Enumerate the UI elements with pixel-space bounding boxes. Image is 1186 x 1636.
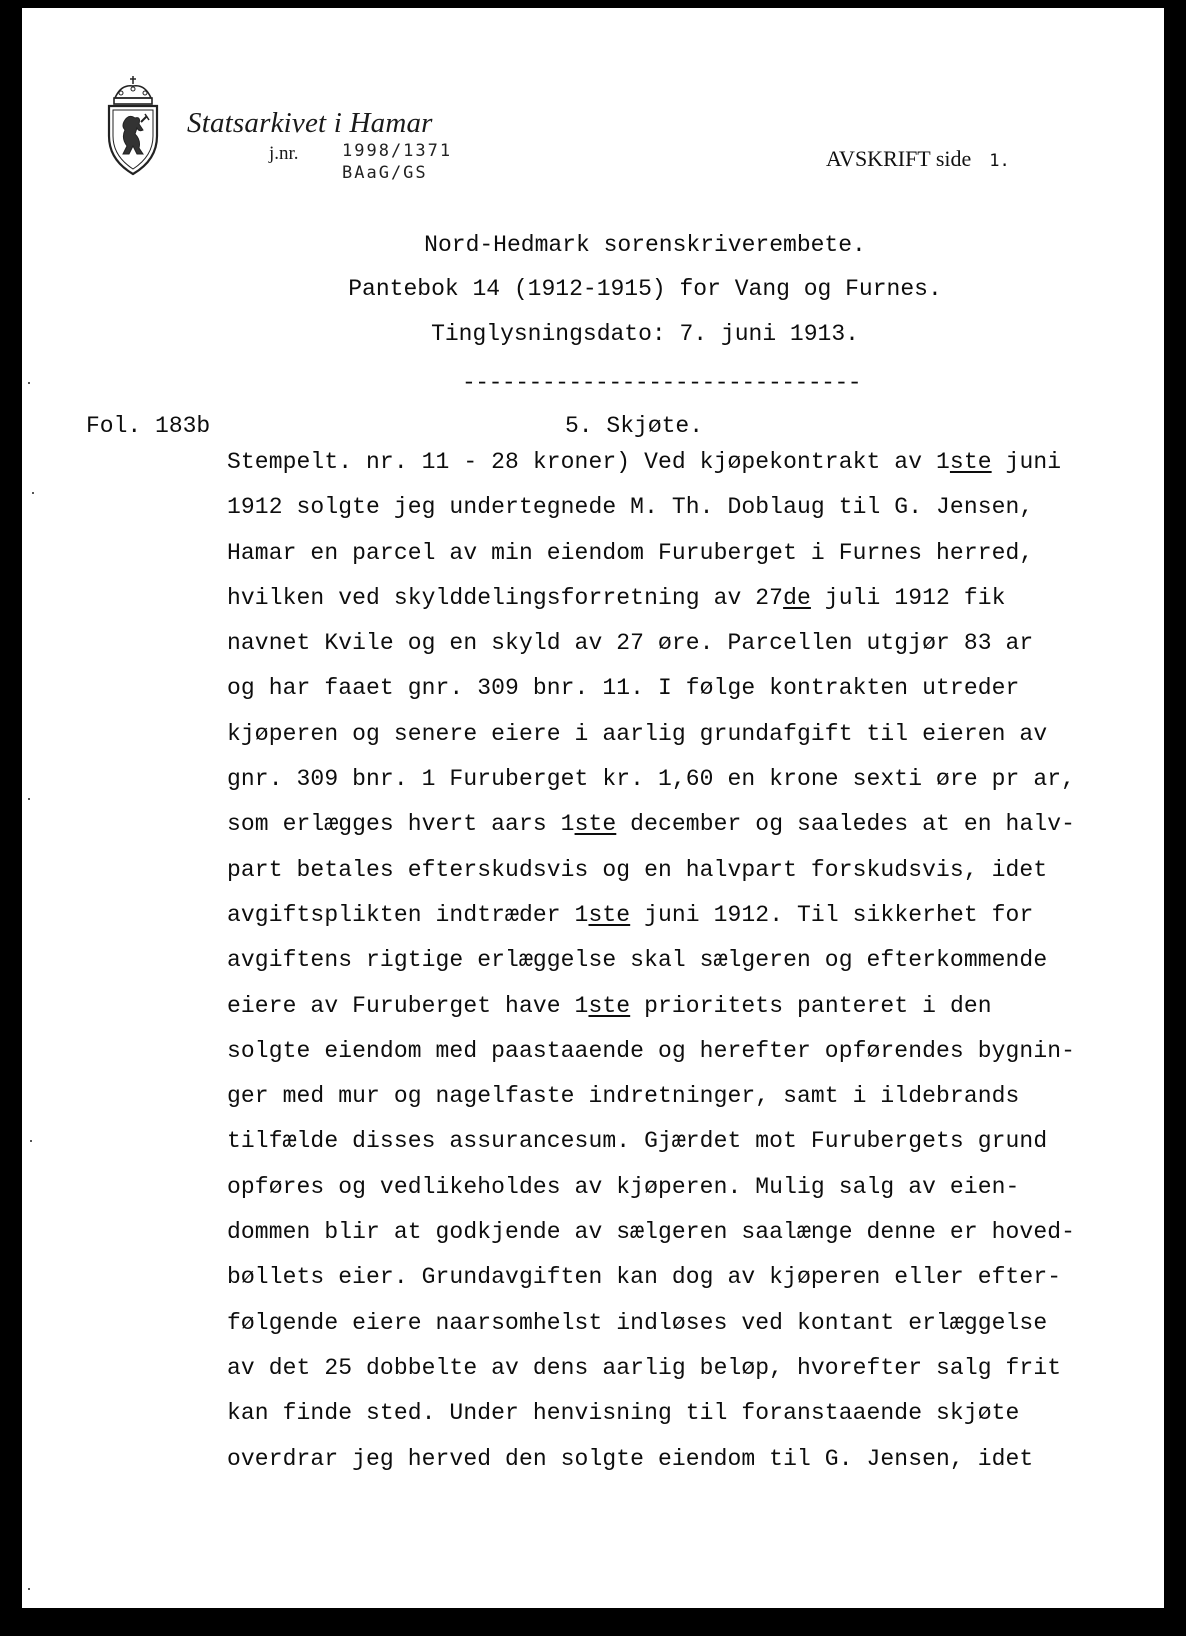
text-segment: eiere av Furuberget have 1 xyxy=(227,992,589,1019)
text-segment: solgte eiendom med paastaaende og herefter opførendes bygnin- xyxy=(227,1037,1076,1064)
underlined-suffix: de xyxy=(783,584,811,611)
text-segment: kjøperen og senere eiere i aarlig grundafgift til eieren av xyxy=(227,720,1048,747)
margin-mark xyxy=(28,382,30,384)
text-line xyxy=(227,893,1057,938)
document-page xyxy=(22,8,1164,1608)
journal-number-label: j.nr. xyxy=(269,143,299,164)
text-line xyxy=(227,485,1057,530)
text-line xyxy=(227,1391,1057,1436)
page-number: 1. xyxy=(989,151,1010,171)
text-segment: bøllets eier. Grundavgiften kan dog av kjøperen eller efter- xyxy=(227,1264,1062,1291)
text-line xyxy=(227,621,1057,666)
heading-office: Nord-Hedmark sorenskriverembete. xyxy=(424,232,866,258)
coat-of-arms-icon xyxy=(101,74,165,178)
underlined-suffix: ste xyxy=(949,449,992,475)
text-segment: Stempelt. nr. 11 - 28 kroner) Ved kjøpekontrakt av 1 xyxy=(227,449,950,475)
heading-date: Tinglysningsdato: 7. juni 1913. xyxy=(431,321,859,347)
text-segment: gnr. 309 bnr. 1 Furuberget kr. 1,60 en krone sexti øre pr ar, xyxy=(227,766,1076,793)
text-segment: avgiftens rigtige erlæggelse skal sælgeren og efterkommende xyxy=(227,947,1048,974)
text-line xyxy=(227,1074,1057,1119)
transcript-header xyxy=(826,146,1010,172)
text-segment: opføres og vedlikeholdes av kjøperen. Mulig salg av eien- xyxy=(227,1173,1020,1200)
underlined-suffix: ste xyxy=(588,992,631,1019)
text-segment: navnet Kvile og en skyld av 27 øre. Parcellen utgjør 83 ar xyxy=(227,630,1034,657)
text-line xyxy=(227,802,1076,847)
text-segment: hvilken ved skylddelingsforretning av 27 xyxy=(227,584,784,611)
text-segment: og har faaet gnr. 309 bnr. 11. I følge kontrakten utreder xyxy=(227,675,1020,702)
text-segment: av det 25 dobbelte av dens aarlig beløp, hvorefter salg frit xyxy=(227,1354,1062,1381)
entry-title: 5. Skjøte. xyxy=(565,413,704,439)
text-segment: december og saaledes at en halv- xyxy=(616,811,1076,838)
text-line xyxy=(227,938,1057,983)
heading-book: Pantebok 14 (1912-1915) for Vang og Furnes. xyxy=(348,276,942,302)
text-segment: avgiftsplikten indtræder 1 xyxy=(227,901,589,928)
text-line xyxy=(227,1029,1076,1074)
text-line xyxy=(227,757,1076,802)
text-segment: følgende eiere naarsomhelst indløses ved kontant erlæggelse xyxy=(227,1309,1048,1336)
text-line xyxy=(227,1346,1062,1391)
text-line xyxy=(227,1301,1057,1346)
margin-mark xyxy=(28,798,30,800)
archive-name: Statsarkivet i Hamar xyxy=(187,107,433,139)
text-segment: Hamar en parcel av min eiendom Furuberget i Furnes herred, xyxy=(227,539,1034,566)
deed-text xyxy=(227,440,1076,1482)
text-line xyxy=(227,1437,1057,1482)
margin-mark xyxy=(32,492,34,494)
text-segment: dommen blir at godkjende av sælgeren saalænge denne er hoved- xyxy=(227,1219,1076,1246)
transcript-label: AVSKRIFT side xyxy=(826,146,972,171)
text-segment: overdrar jeg herved den solgte eiendom til G. Jensen, idet xyxy=(227,1445,1034,1472)
text-segment: juni 1912. Til sikkerhet for xyxy=(630,901,1034,928)
margin-mark xyxy=(28,1588,30,1590)
text-line xyxy=(227,1210,1076,1255)
text-line xyxy=(227,1119,1057,1164)
heading-divider: ------------------------------ xyxy=(462,370,862,396)
text-segment: som erlægges hvert aars 1 xyxy=(227,811,575,838)
text-line xyxy=(227,712,1057,757)
text-line xyxy=(227,1165,1057,1210)
archive-reference-code: BAaG/GS xyxy=(342,163,428,183)
text-line xyxy=(227,848,1057,893)
folio-reference: Fol. 183b xyxy=(86,413,211,439)
text-segment: part betales efterskudsvis og en halvpart forskudsvis, idet xyxy=(227,856,1048,883)
text-segment: tilfælde disses assurancesum. Gjærdet mot Furubergets grund xyxy=(227,1128,1048,1155)
margin-mark xyxy=(30,1140,32,1142)
text-segment: ger med mur og nagelfaste indretninger, samt i ildebrands xyxy=(227,1083,1020,1110)
text-segment: prioritets panteret i den xyxy=(630,992,992,1019)
text-segment: juni xyxy=(991,449,1062,475)
text-line xyxy=(227,440,1062,485)
journal-number: 1998/1371 xyxy=(342,141,453,161)
text-line xyxy=(227,1255,1062,1300)
text-line xyxy=(227,576,1057,621)
text-segment: juli 1912 fik xyxy=(810,584,1006,611)
text-line xyxy=(227,984,1057,1029)
text-segment: kan finde sted. Under henvisning til foranstaaende skjøte xyxy=(227,1400,1020,1427)
text-line xyxy=(227,531,1057,576)
text-segment: 1912 solgte jeg undertegnede M. Th. Doblaug til G. Jensen, xyxy=(227,494,1034,521)
underlined-suffix: ste xyxy=(574,811,617,838)
text-line xyxy=(227,666,1057,711)
underlined-suffix: ste xyxy=(588,901,631,928)
